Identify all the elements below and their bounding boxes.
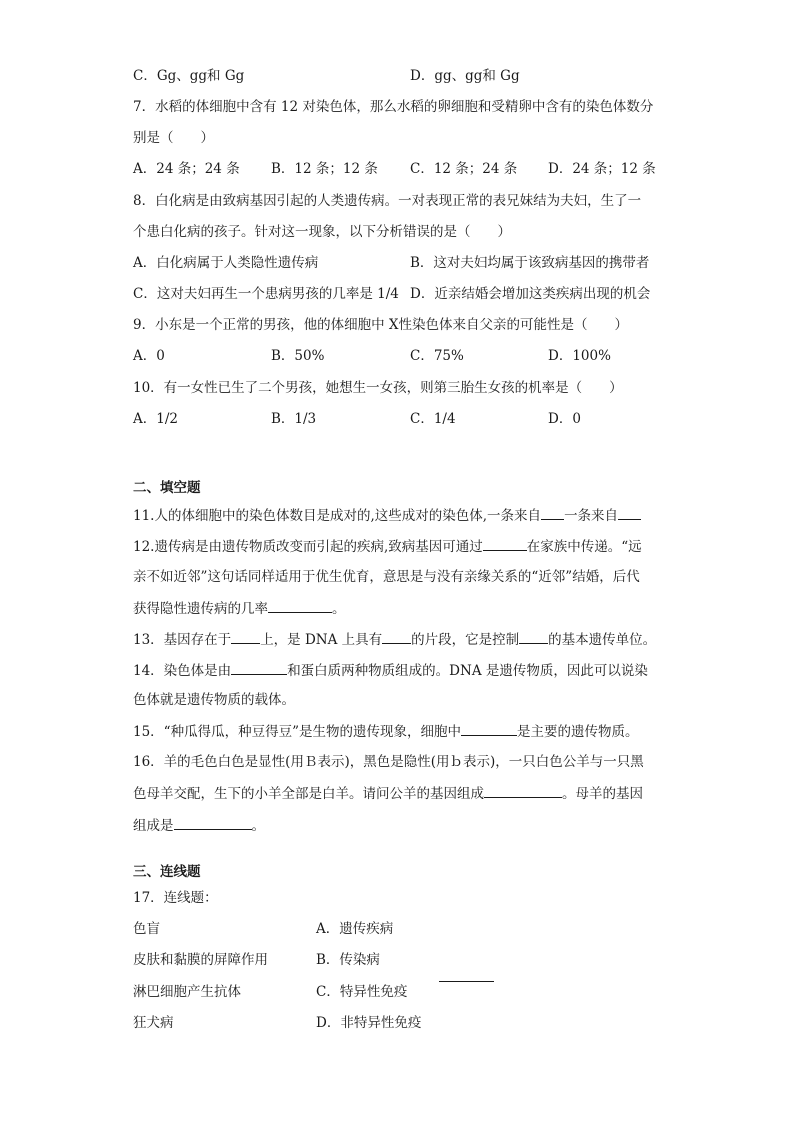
q12-blank-1[interactable] <box>483 536 527 551</box>
q10-option-c: C．1/4 <box>410 411 456 427</box>
q16-blank-1[interactable] <box>484 783 562 798</box>
q12-text-d: 。 <box>332 601 346 617</box>
q12-line2: 亲不如近邻”这句话同样适用于优生优育，意思是与没有亲缘关系的“近邻”结婚，后代 <box>133 569 640 585</box>
q17-right-item[interactable]: A．遗传疾病 <box>316 921 394 937</box>
q16-text-b: 。母羊的基因 <box>562 786 643 802</box>
q7-option-b: B．12 条；12 条 <box>271 161 378 177</box>
q11-blank-2[interactable] <box>618 505 641 520</box>
q9-stem: 9．小东是一个正常的男孩，他的体细胞中 X性染色体来自父亲的可能性是（ ） <box>133 317 628 333</box>
q9-option-a: A．0 <box>133 348 165 364</box>
q8-stem-line2: 个患白化病的孩子。针对这一现象，以下分析错误的是（ ） <box>133 224 511 240</box>
q16-blank-2[interactable] <box>174 815 252 830</box>
q8-option-b: B．这对夫妇均属于该致病基因的携带者 <box>410 255 650 271</box>
q12-line3 <box>133 598 346 619</box>
q15 <box>133 721 638 742</box>
q17-left-item[interactable]: 色盲 <box>133 921 160 937</box>
q12-blank-2[interactable] <box>268 598 332 613</box>
q12-text-b: 在家族中传递。“远 <box>526 539 642 555</box>
q17-label: 17．连线题： <box>133 890 218 906</box>
q7-stem-line1: 7．水稻的体细胞中含有 12 对染色体，那么水稻的卵细胞和受精卵中含有的染色体数分 <box>133 99 654 115</box>
q17-right-item[interactable]: B．传染病 <box>316 952 380 968</box>
q6-option-c: C．Gg、gg和 Gg <box>133 68 245 84</box>
q16-line2 <box>133 783 643 804</box>
q11 <box>133 505 641 526</box>
q13-blank-2[interactable] <box>382 629 411 644</box>
q14-blank-1[interactable] <box>231 660 287 675</box>
q8-option-d: D．近亲结婚会增加这类疾病出现的机会 <box>410 286 651 302</box>
q15-blank-1[interactable] <box>461 721 517 736</box>
q11-text-b: 一条来自 <box>564 508 619 524</box>
q16-text-a: 色母羊交配，生下的小羊全部是白羊。请问公羊的基因组成 <box>133 786 484 802</box>
q16-line1: 16．羊的毛色白色是显性(用Ｂ表示)，黑色是隐性(用ｂ表示)，一只白色公羊与一只黑 <box>133 754 644 770</box>
section-2-title: 二、填空题 <box>133 480 201 496</box>
q14-line2: 色体就是遗传物质的载体。 <box>133 692 295 708</box>
q8-stem-line1: 8．白化病是由致病基因引起的人类遗传病。一对表现正常的表兄妹结为夫妇，生了一 <box>133 193 642 209</box>
q16-text-d: 。 <box>251 818 265 834</box>
q14-text-a: 14．染色体是由 <box>133 663 232 679</box>
q9-option-b: B．50% <box>271 348 325 364</box>
q8-option-c: C．这对夫妇再生一个患病男孩的几率是 1/4 <box>133 286 399 302</box>
q13-blank-1[interactable] <box>231 629 260 644</box>
q12-text-a: 12.遗传病是由遗传物质改变而引起的疾病,致病基因可通过 <box>133 539 483 555</box>
q16-text-c: 组成是 <box>133 818 174 834</box>
q9-option-c: C．75% <box>410 348 464 364</box>
q13-text-b: 上，是 DNA 上具有 <box>260 632 383 648</box>
q13-blank-3[interactable] <box>519 629 548 644</box>
q15-text-a: 15．“种瓜得瓜，种豆得豆”是生物的遗传现象，细胞中 <box>133 724 461 740</box>
q7-option-a: A．24 条；24 条 <box>133 161 240 177</box>
q12-text-c: 获得隐性遗传病的几率 <box>133 601 268 617</box>
q10-option-d: D．0 <box>548 411 581 427</box>
q10-option-b: B．1/3 <box>271 411 317 427</box>
q17-left-item[interactable]: 狂犬病 <box>133 1015 174 1031</box>
q11-blank-1[interactable] <box>541 505 564 520</box>
q7-option-c: C．12 条；24 条 <box>410 161 518 177</box>
q14-line1 <box>133 660 648 681</box>
q10-option-a: A．1/2 <box>133 411 178 427</box>
q17-right-item[interactable]: C．特异性免疫 <box>316 984 408 1000</box>
q11-text-a: 11.人的体细胞中的染色体数目是成对的,这些成对的染色体,一条来自 <box>133 508 542 524</box>
q13-text-d: 的基本遗传单位。 <box>548 632 657 648</box>
q12-line1 <box>133 536 642 557</box>
q14-text-b: 和蛋白质两种物质组成的。DNA 是遗传物质，因此可以说染 <box>287 663 648 679</box>
q13-text-c: 的片段，它是控制 <box>411 632 520 648</box>
q17-left-item[interactable]: 淋巴细胞产生抗体 <box>133 984 241 1000</box>
q17-right-item[interactable]: D．非特异性免疫 <box>316 1015 422 1031</box>
q17-left-item[interactable]: 皮肤和黏膜的屏障作用 <box>133 952 268 968</box>
q7-stem-line2: 别是（ ） <box>133 130 214 146</box>
q9-option-d: D．100% <box>548 348 611 364</box>
q13 <box>133 629 656 650</box>
q7-option-d: D．24 条；12 条 <box>548 161 656 177</box>
answer-line <box>439 981 494 982</box>
section-3-title: 三、连线题 <box>133 864 201 880</box>
q16-line3 <box>133 815 265 836</box>
q15-text-b: 是主要的遗传物质。 <box>516 724 639 740</box>
q8-option-a: A．白化病属于人类隐性遗传病 <box>133 255 319 271</box>
q13-text-a: 13．基因存在于 <box>133 632 232 648</box>
q6-option-d: D．gg、gg和 Gg <box>410 68 520 84</box>
q10-stem: 10．有一女性已生了二个男孩，她想生一女孩，则第三胎生女孩的机率是（ ） <box>133 380 623 396</box>
